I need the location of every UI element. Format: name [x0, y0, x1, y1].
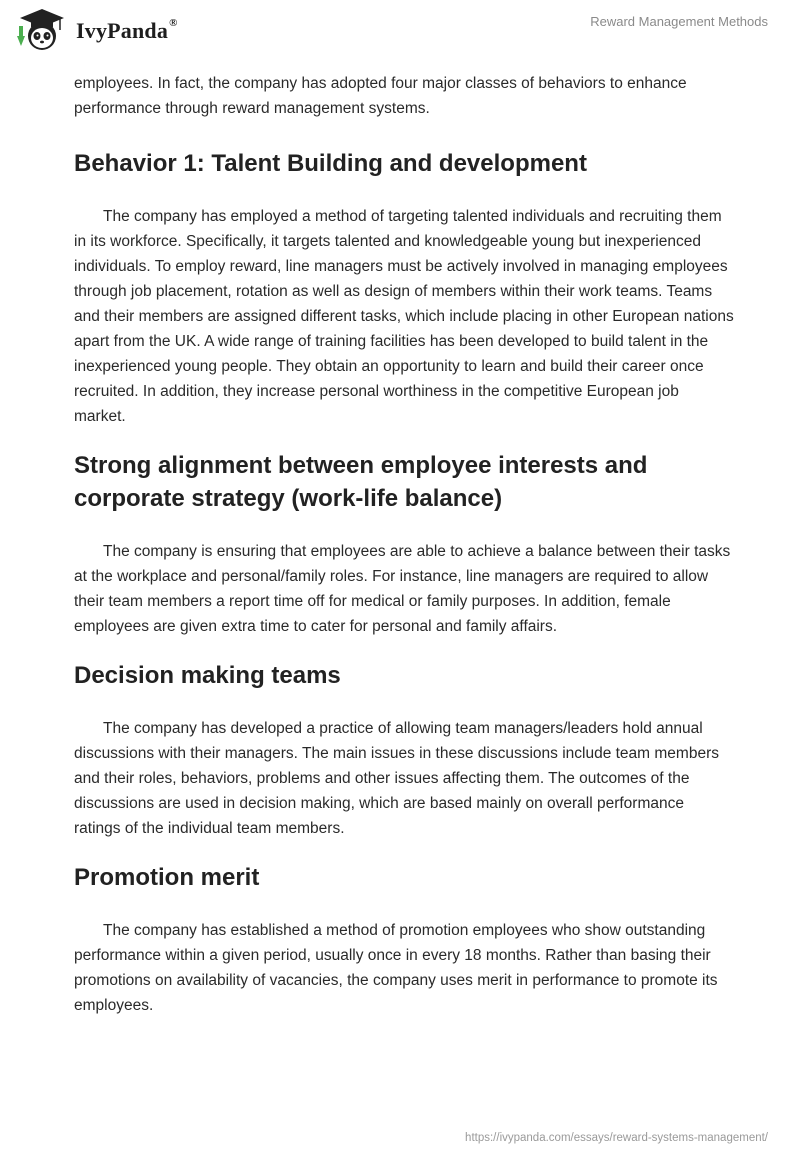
- section-heading-promotion-merit: Promotion merit: [74, 864, 260, 891]
- section-body-promotion-merit: The company has established a method of promotion employees who show outstanding performance within a given period, usually once in every 18 months. Rather than basing their promotions on availability of vacancies, the company uses merit in performance to promote its employees.: [74, 922, 718, 1014]
- page-header: [0, 0, 800, 70]
- section-body-work-life-balance: The company is ensuring that employees are able to achieve a balance between their tasks at the workplace and personal/family roles. For instance, line managers are required to allow their team members a report time off for medical or family purposes. In addition, female employees are given extra time to cater for personal and family affairs.: [74, 543, 731, 635]
- section-heading-work-life-balance: Strong alignment between employee interests and corporate strategy (work-life balance): [74, 452, 648, 512]
- brand-text: IvyPanda: [76, 17, 169, 43]
- brand-name: [76, 17, 178, 44]
- intro-paragraph: employees. In fact, the company has adopted four major classes of behaviors to enhance performance through reward management systems.: [74, 75, 687, 117]
- document-title: Reward Management Methods: [590, 14, 768, 29]
- section-heading-talent-building: Behavior 1: Talent Building and development: [74, 150, 587, 177]
- panda-logo-icon: [14, 6, 70, 52]
- section-body-talent-building: The company has employed a method of targeting talented individuals and recruiting them in its workforce. Specifically, it targets talented and knowledgeable young but inexperienced individuals. To employ reward, line managers must be actively involved in managing employees through job placement, rotation as well as design of members within their work teams. Teams and their members are assigned different tasks, which include placing in other European nations apart from the UK. A wide range of training facilities has been developed to build talent in the inexperienced young people. They obtain an opportunity to learn and build their career once recruited. In addition, they increase personal worthiness in the competitive European job market.: [74, 208, 734, 425]
- essay-content: [74, 71, 734, 1018]
- source-url-link[interactable]: https://ivypanda.com/essays/reward-systems-management/: [465, 1132, 768, 1144]
- section-body-decision-making: The company has developed a practice of allowing team managers/leaders hold annual discussions with their managers. The main issues in these discussions include team members and their roles, behaviors, problems and other issues affecting them. The outcomes of the discussions are used in decision making, which are based mainly on overall performance ratings of the individual team members.: [74, 720, 719, 837]
- registered-mark: ®: [169, 16, 178, 29]
- section-heading-decision-making: Decision making teams: [74, 662, 341, 689]
- ivypanda-logo[interactable]: [14, 6, 178, 52]
